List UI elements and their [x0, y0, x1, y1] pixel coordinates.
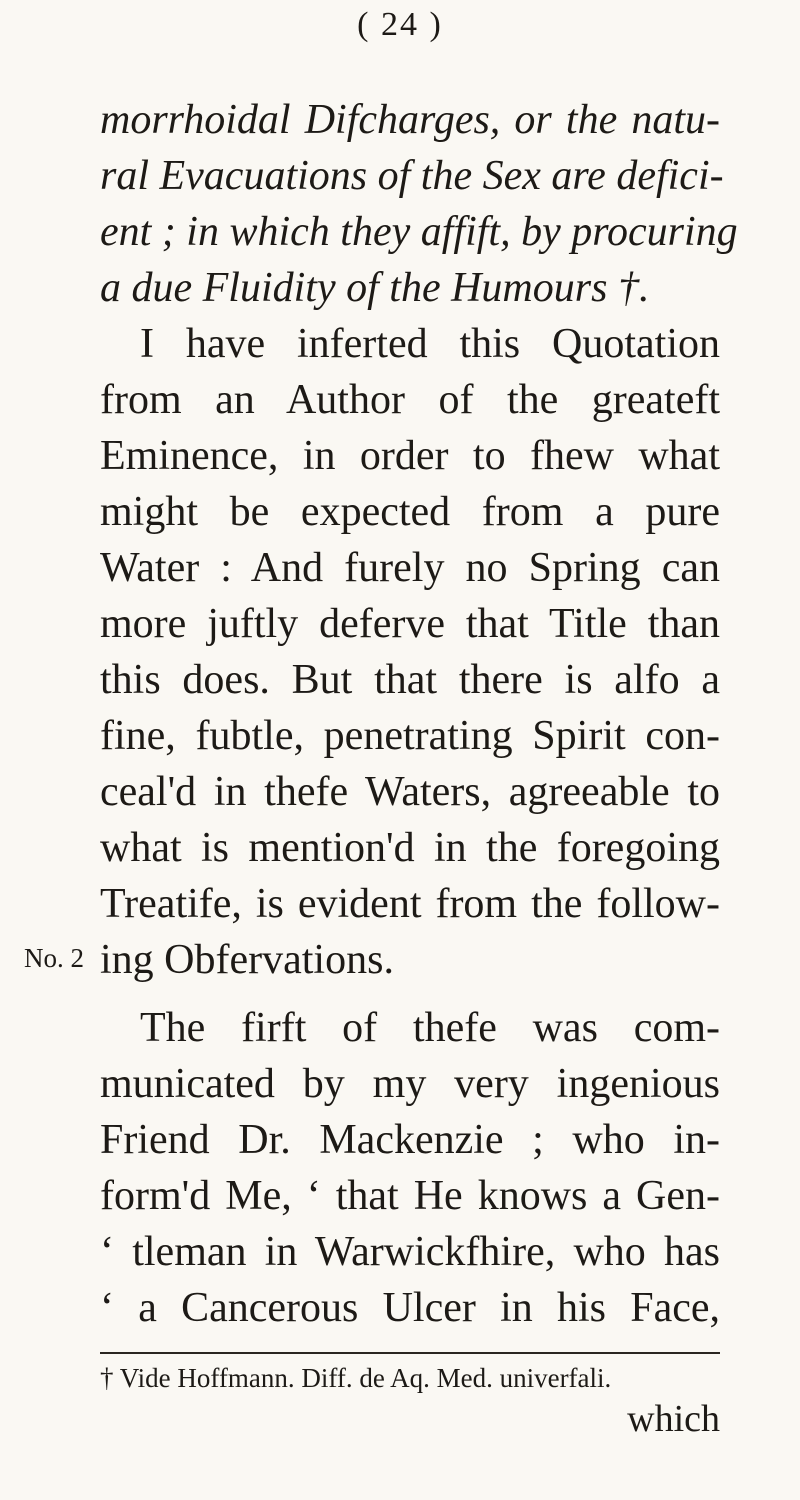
- text-line: ent ; in which they affift, by procuring: [100, 209, 738, 255]
- text-line: more juftly deferve that Title than: [100, 601, 720, 647]
- text-line: ‘ a Cancerous Ulcer in his Face,: [100, 1285, 720, 1331]
- text-line: this does. But that there is alfo a: [100, 657, 720, 703]
- catchword: which: [627, 1398, 720, 1440]
- text-line: form'd Me, ‘ that He knows a Gen-: [100, 1173, 720, 1219]
- text-line: Friend Dr. Mackenzie ; who in-: [100, 1117, 720, 1163]
- text-line: from an Author of the greateft: [100, 377, 720, 423]
- text-line: ‘ tleman in Warwickfhire, who has: [100, 1229, 720, 1275]
- text-line: ceal'd in thefe Waters, agreeable to: [100, 769, 720, 815]
- text-line: what is mention'd in the foregoing: [100, 825, 720, 871]
- text-line: I have inferted this Quotation: [140, 321, 720, 367]
- text-line: ing Obfervations.: [100, 937, 394, 983]
- footnote-rule: [100, 1352, 720, 1354]
- text-line: Water : And furely no Spring can: [100, 545, 720, 591]
- text-line: Eminence, in order to fhew what: [100, 433, 720, 479]
- footnote: † Vide Hoffmann. Diff. de Aq. Med. univerfali.: [100, 1363, 612, 1393]
- text-line: municated by my very ingenious: [100, 1061, 720, 1107]
- text-line: fine, fubtle, penetrating Spirit con-: [100, 713, 720, 759]
- text-line: a due Fluidity of the Humours †.: [100, 265, 650, 311]
- text-line: Treatife, is evident from the follow-: [100, 881, 720, 927]
- text-line: ral Evacuations of the Sex are defici-: [100, 153, 724, 199]
- text-line: The firft of thefe was com-: [140, 1005, 720, 1051]
- text-line: might be expected from a pure: [100, 489, 720, 535]
- page-number: ( 24 ): [357, 6, 443, 43]
- margin-note: No. 2: [24, 943, 84, 973]
- text-line: morrhoidal Difcharges, or the natu-: [100, 97, 720, 143]
